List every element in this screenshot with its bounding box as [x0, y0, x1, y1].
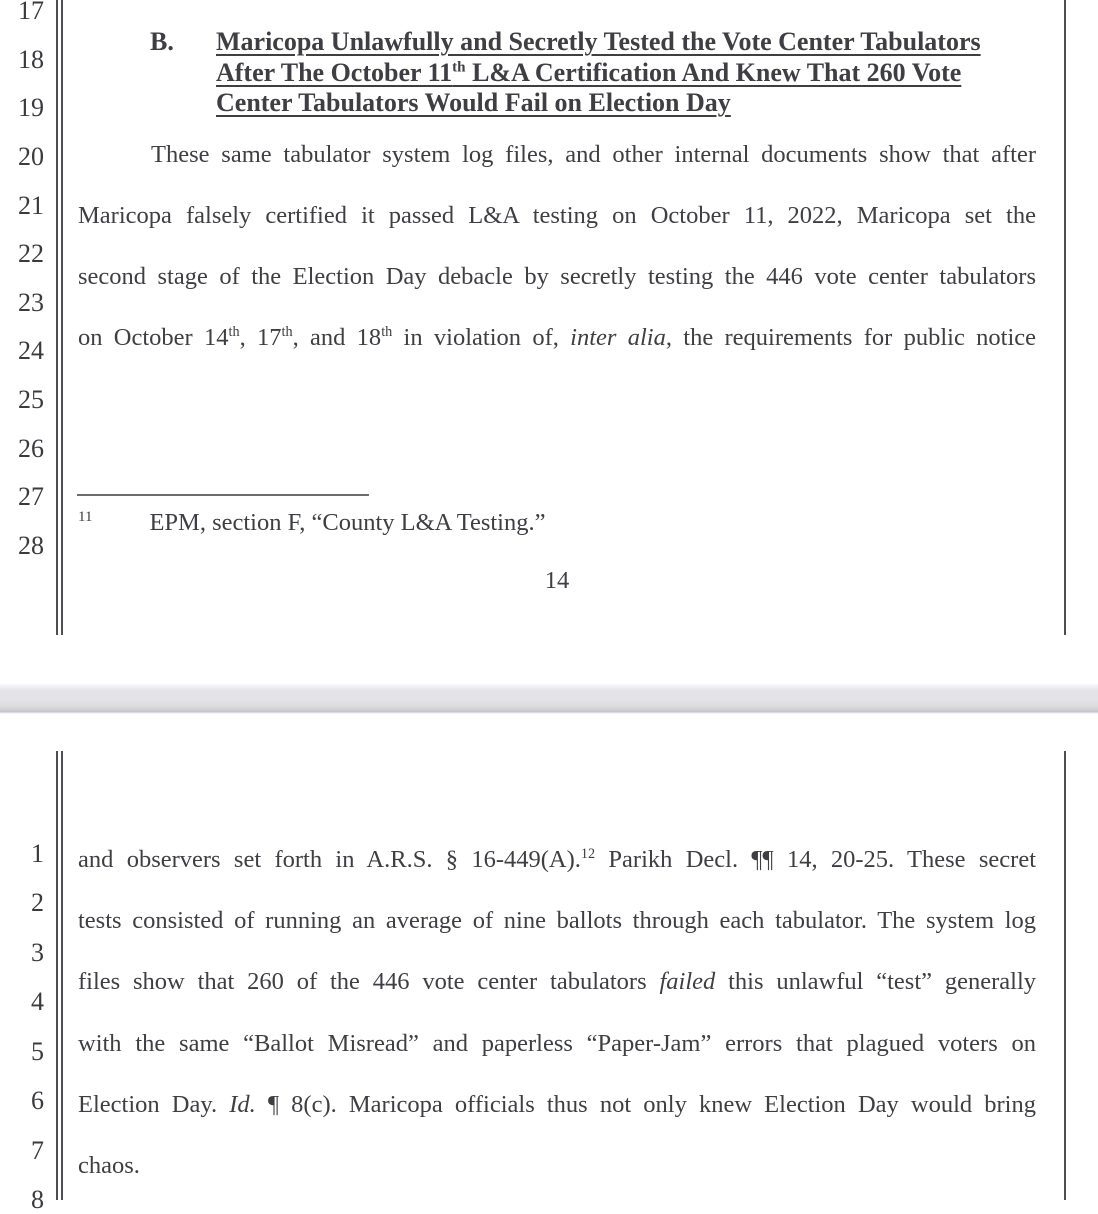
text-run: inter alia	[570, 324, 666, 351]
line-number: 17	[18, 0, 44, 25]
body-line	[78, 323, 1036, 356]
page-2-right-rule	[1064, 751, 1066, 1200]
text-run: These same tabulator system log files, and other internal documents show that after	[151, 141, 1036, 168]
line-number: 18	[18, 44, 44, 74]
text-run: and observers set forth in A.R.S. § 16-449(A).	[78, 846, 581, 873]
text-run: After The October 11	[216, 57, 453, 87]
page-separator-bar	[0, 683, 1098, 714]
heading-underlined-text	[216, 27, 981, 56]
line-number: 7	[31, 1135, 44, 1165]
text-run: Maricopa Unlawfully and Secretly Tested the Vote Center Tabulators	[216, 27, 981, 56]
line-number: 28	[18, 530, 44, 560]
section-heading	[216, 27, 1038, 119]
text-run: EPM, section F, “County L&A Testing.”	[149, 509, 546, 536]
text-run: tests consisted of running an average of nine ballots through each tabulator. The system log	[78, 907, 1036, 934]
page-2-line-number-column	[0, 841, 44, 1213]
text-run: Id.	[229, 1091, 256, 1118]
heading-line	[216, 88, 1038, 119]
line-number: 3	[31, 937, 44, 967]
superscript: th	[281, 323, 293, 340]
text-run: files show that 260 of the 446 vote center tabulators	[78, 968, 660, 995]
text-run: Election Day.	[78, 1091, 230, 1118]
text-run: Parikh Decl. ¶¶ 14, 20-25. These secret	[595, 846, 1036, 873]
line-number: 4	[31, 987, 44, 1017]
body-line	[78, 1151, 1036, 1184]
line-number: 24	[18, 336, 44, 366]
page-1-line-number-column	[0, 0, 44, 559]
heading-line	[216, 58, 1038, 89]
footnote-separator	[77, 494, 369, 496]
text-run: ¶ 8(c). Maricopa officials thus not only knew Election Day would bring	[255, 1091, 1036, 1118]
superscript: th	[452, 58, 466, 75]
superscript: th	[228, 323, 240, 340]
page-1-right-rule	[1064, 0, 1066, 635]
line-number: 26	[18, 433, 44, 463]
body-line	[78, 906, 1036, 939]
text-run: second stage of the Election Day debacle by secretly testing the 446 vote center tabulators	[78, 263, 1036, 290]
text-run: this unlawful “test” generally	[715, 968, 1036, 995]
text-run: , the requirements for public notice	[665, 324, 1036, 351]
superscript: 12	[580, 845, 596, 862]
page-number: 14	[544, 567, 570, 594]
page-1-left-rule	[56, 0, 63, 635]
line-number: 20	[18, 141, 44, 171]
line-number: 21	[18, 190, 44, 220]
line-number: 6	[31, 1086, 44, 1116]
page-2-left-rule	[56, 751, 63, 1200]
footnote-text	[149, 509, 545, 536]
text-run: Center Tabulators Would Fail on Election Day	[216, 88, 731, 117]
text-run: chaos.	[78, 1152, 140, 1179]
text-run: with the same “Ballot Misread” and paperless “Paper-Jam” errors that plagued voters on	[78, 1030, 1036, 1057]
text-run: L&A Certification And Knew That 260 Vote	[465, 57, 962, 87]
text-run: failed	[659, 968, 716, 995]
text-run: , and 18	[292, 324, 382, 351]
heading-underlined-text	[216, 58, 961, 87]
heading-underlined-text	[216, 88, 731, 117]
body-line	[78, 1090, 1036, 1123]
line-number: 23	[18, 287, 44, 317]
body-line	[78, 845, 1036, 878]
body-line	[78, 1029, 1036, 1062]
line-number: 19	[18, 93, 44, 123]
text-run: on October 14	[78, 324, 229, 351]
line-number: 2	[31, 888, 44, 918]
text-run: , 17	[239, 324, 282, 351]
line-number: 25	[18, 385, 44, 414]
body-line	[78, 140, 1036, 173]
footnote-marker: 11	[78, 508, 93, 525]
body-line	[78, 262, 1036, 295]
body-line	[78, 201, 1036, 234]
text-run: Maricopa falsely certified it passed L&A testing on October 11, 2022, Maricopa set the	[78, 202, 1036, 229]
body-line	[78, 967, 1036, 1000]
line-number: 5	[31, 1036, 44, 1066]
text-run: in violation of,	[392, 324, 571, 351]
heading-line	[216, 27, 1038, 58]
superscript: th	[381, 323, 393, 340]
footnote	[78, 508, 546, 538]
line-number: 27	[18, 482, 44, 512]
line-number: 22	[18, 239, 44, 269]
line-number: 1	[31, 839, 44, 868]
section-heading-label: B.	[150, 27, 174, 56]
line-number: 8	[31, 1184, 44, 1214]
